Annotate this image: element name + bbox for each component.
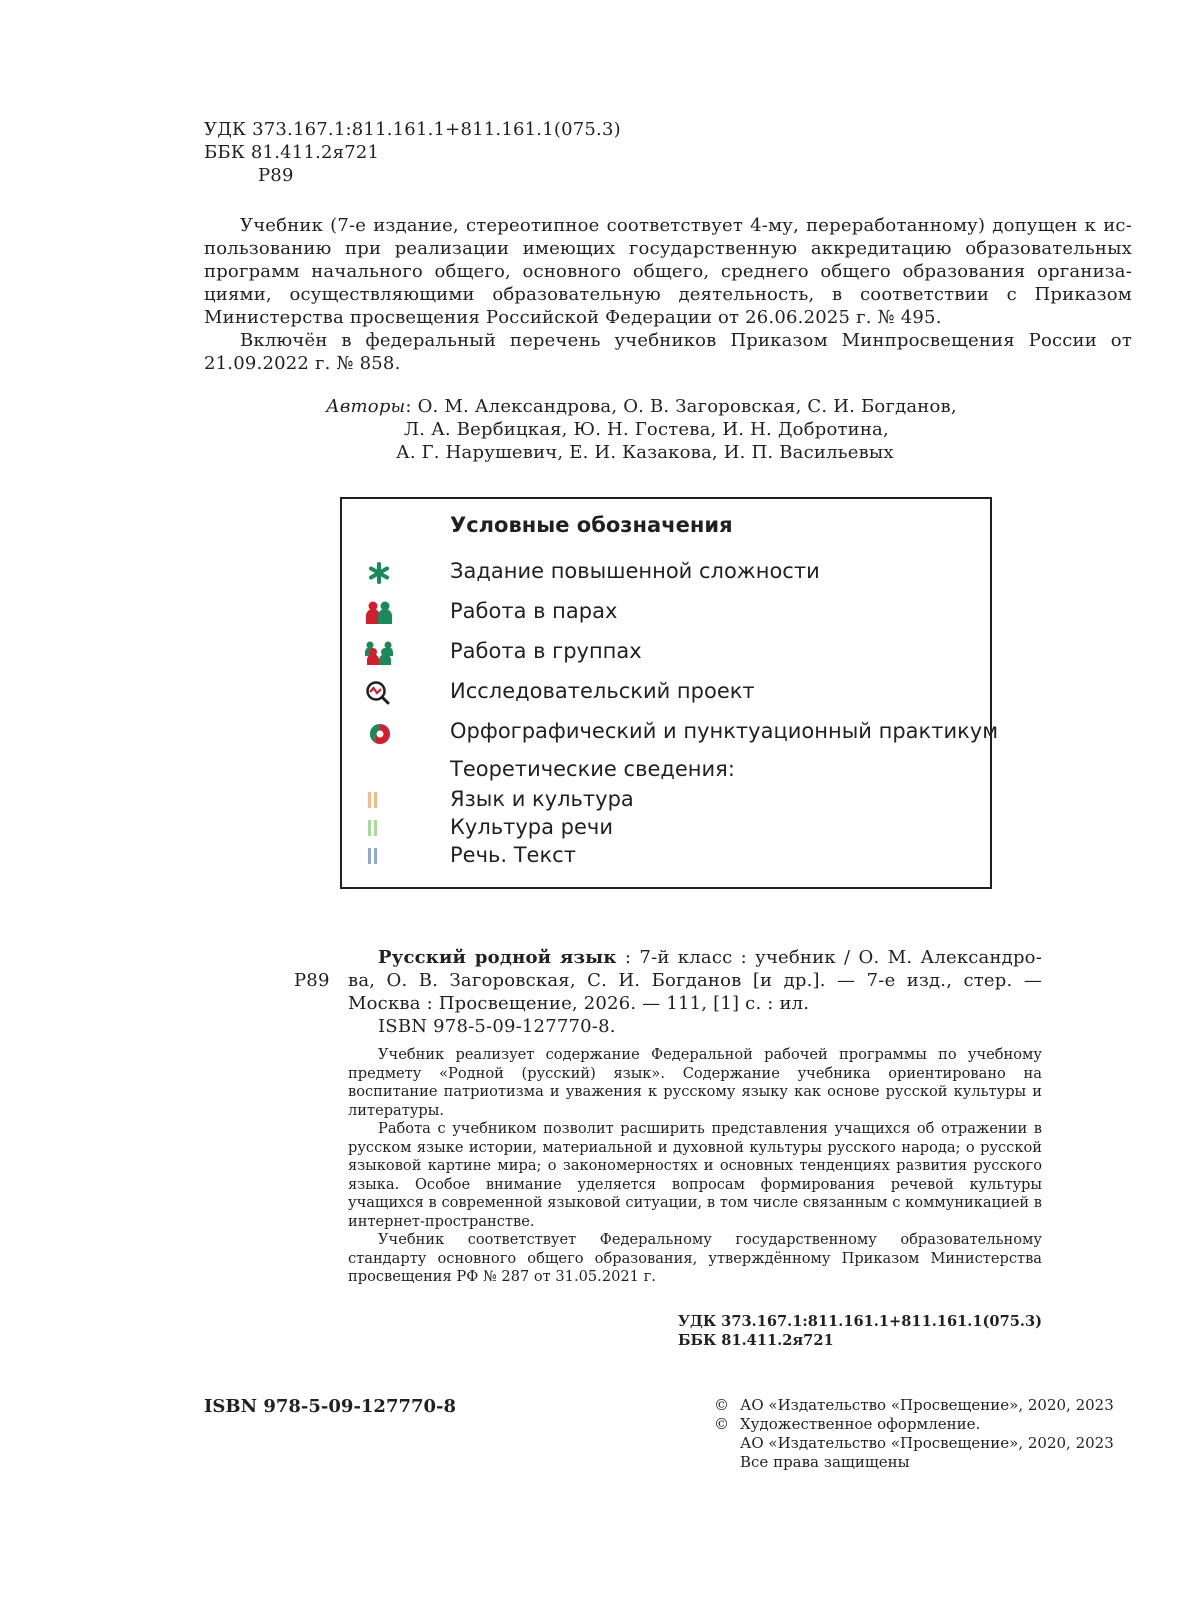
catalog-annotation [348, 1046, 1042, 1287]
catalog-line-2: ва, О. В. Загоровская, С. И. Богданов [и др.]. — 7-е изд., стер. — [348, 970, 1042, 991]
copyright-symbol: © [714, 1396, 729, 1414]
legend-item-label: Орфографический и пунктуационный практикум [450, 719, 999, 743]
theory-title: Теоретические сведения: [450, 757, 735, 781]
approval-line-6: Включён в федеральный перечень учебников Приказом Минпросвещения России от [240, 330, 1132, 351]
asterisk-icon [364, 560, 394, 586]
catalog-line-1 [348, 946, 1042, 969]
theory-item-label: Культура речи [450, 815, 613, 839]
annotation-paragraph-3: Учебник соответствует Федеральному государственному образовательному стандарту основного общего образования, утверждённому Приказом Министерства просвещения РФ № 287 от 31.05.2021 г. [348, 1231, 1042, 1285]
approval-line-3: программ начального общего, основного общего, среднего общего образования организа- [204, 261, 1132, 282]
approval-line-2: пользованию при реализации имеющих государственную аккредитацию образовательных [204, 238, 1132, 259]
catalog-code-header: Р89 [258, 165, 294, 186]
approval-line-5: Министерства просвещения Российской Федерации от 26.06.2025 г. № 495. [204, 307, 942, 328]
catalog-title: Русский родной язык [378, 947, 617, 968]
legend-item-groups [342, 637, 990, 667]
copyright-symbol: © [714, 1415, 729, 1433]
copyright-line-2 [714, 1415, 1114, 1434]
approval-line-7: 21.09.2022 г. № 858. [204, 353, 401, 374]
approval-line-4: циями, осуществляющими образовательную деятельность, в соответствии с Приказом [204, 284, 1132, 305]
copyright-design: Художественное оформление. [740, 1415, 981, 1433]
authors-names-1: : О. М. Александрова, О. В. Загоровская, С. И. Богданов, [405, 396, 957, 417]
legend-item-advanced [342, 557, 990, 587]
authors-line-3: А. Г. Нарушевич, Е. И. Казакова, И. П. Васильевых [396, 442, 894, 463]
catalog-bbk: ББК 81.411.2я721 [678, 1332, 834, 1349]
copyright-publisher: АО «Издательство «Просвещение», 2020, 2023 [740, 1396, 1114, 1414]
theory-item-label: Язык и культура [450, 787, 634, 811]
catalog-udk: УДК 373.167.1:811.161.1+811.161.1(075.3) [678, 1313, 1043, 1330]
legend-item-spelling [342, 717, 999, 747]
legend-title: Условные обозначения [450, 513, 733, 537]
catalog-line-1-rest: : 7-й класс : учебник / О. М. Александро- [616, 947, 1043, 968]
theory-item-speech-text [342, 841, 990, 871]
authors-label: Авторы [326, 396, 406, 417]
annotation-paragraph-1: Учебник реализует содержание Федеральной рабочей программы по учебному предмету «Родной (русский) язык». Содержание учебника ориентировано на воспитание патриотизма и уважения к русскому языку как основе русской культуры и литературы. [348, 1046, 1042, 1119]
approval-line-1: Учебник (7-е издание, стереотипное соответствует 4-му, переработанному) допущен к ис- [240, 215, 1132, 236]
legend-item-label: Работа в парах [450, 599, 618, 623]
udk-header: УДК 373.167.1:811.161.1+811.161.1(075.3) [204, 119, 621, 140]
spelling-practice-icon [364, 720, 394, 746]
theory-item-speech-culture [342, 813, 990, 843]
legend-box [340, 497, 999, 889]
authors-line-1 [326, 395, 957, 418]
catalog-line-3: Москва : Просвещение, 2026. — 111, [1] с. : ил. [348, 993, 810, 1014]
copyright-line-3: АО «Издательство «Просвещение», 2020, 2023 [740, 1434, 1114, 1452]
catalog-code: Р89 [294, 970, 330, 991]
copyright-block [714, 1396, 1114, 1472]
legend-item-pairs [342, 597, 990, 627]
legend-item-label: Задание повышенной сложности [450, 559, 820, 583]
group-work-icon [364, 640, 394, 666]
orange-bars-icon [364, 788, 394, 814]
copyright-line-1 [714, 1396, 1114, 1415]
blue-bars-icon [364, 844, 394, 870]
research-magnifier-icon [364, 680, 394, 706]
green-bars-icon [364, 816, 394, 842]
authors-line-2: Л. А. Вербицкая, Ю. Н. Гостева, И. Н. Добротина, [404, 419, 889, 440]
legend-item-research [342, 677, 990, 707]
bbk-header: ББК 81.411.2я721 [204, 142, 380, 163]
legend-item-label: Работа в группах [450, 639, 642, 663]
annotation-paragraph-2: Работа с учебником позволит расширить представления учащихся об отражении в русском языке истории, материальной и духовной культуры русского народа; о русской языковой картине мира; о закономерностях и основных тенденциях развития русского языка. Особое внимание уделяется вопросам формирования речевой культуры учащихся в современной языковой ситуации, в том числе связанным с коммуникацией в интернет-пространстве. [348, 1120, 1042, 1230]
theory-item-language-culture [342, 785, 990, 815]
theory-item-label: Речь. Текст [450, 843, 576, 867]
pair-work-icon [364, 600, 394, 626]
rights-reserved: Все права защищены [740, 1453, 910, 1471]
footer-isbn: ISBN 978-5-09-127770-8 [204, 1396, 457, 1417]
catalog-isbn: ISBN 978-5-09-127770-8. [378, 1016, 616, 1037]
legend-item-label: Исследовательский проект [450, 679, 755, 703]
